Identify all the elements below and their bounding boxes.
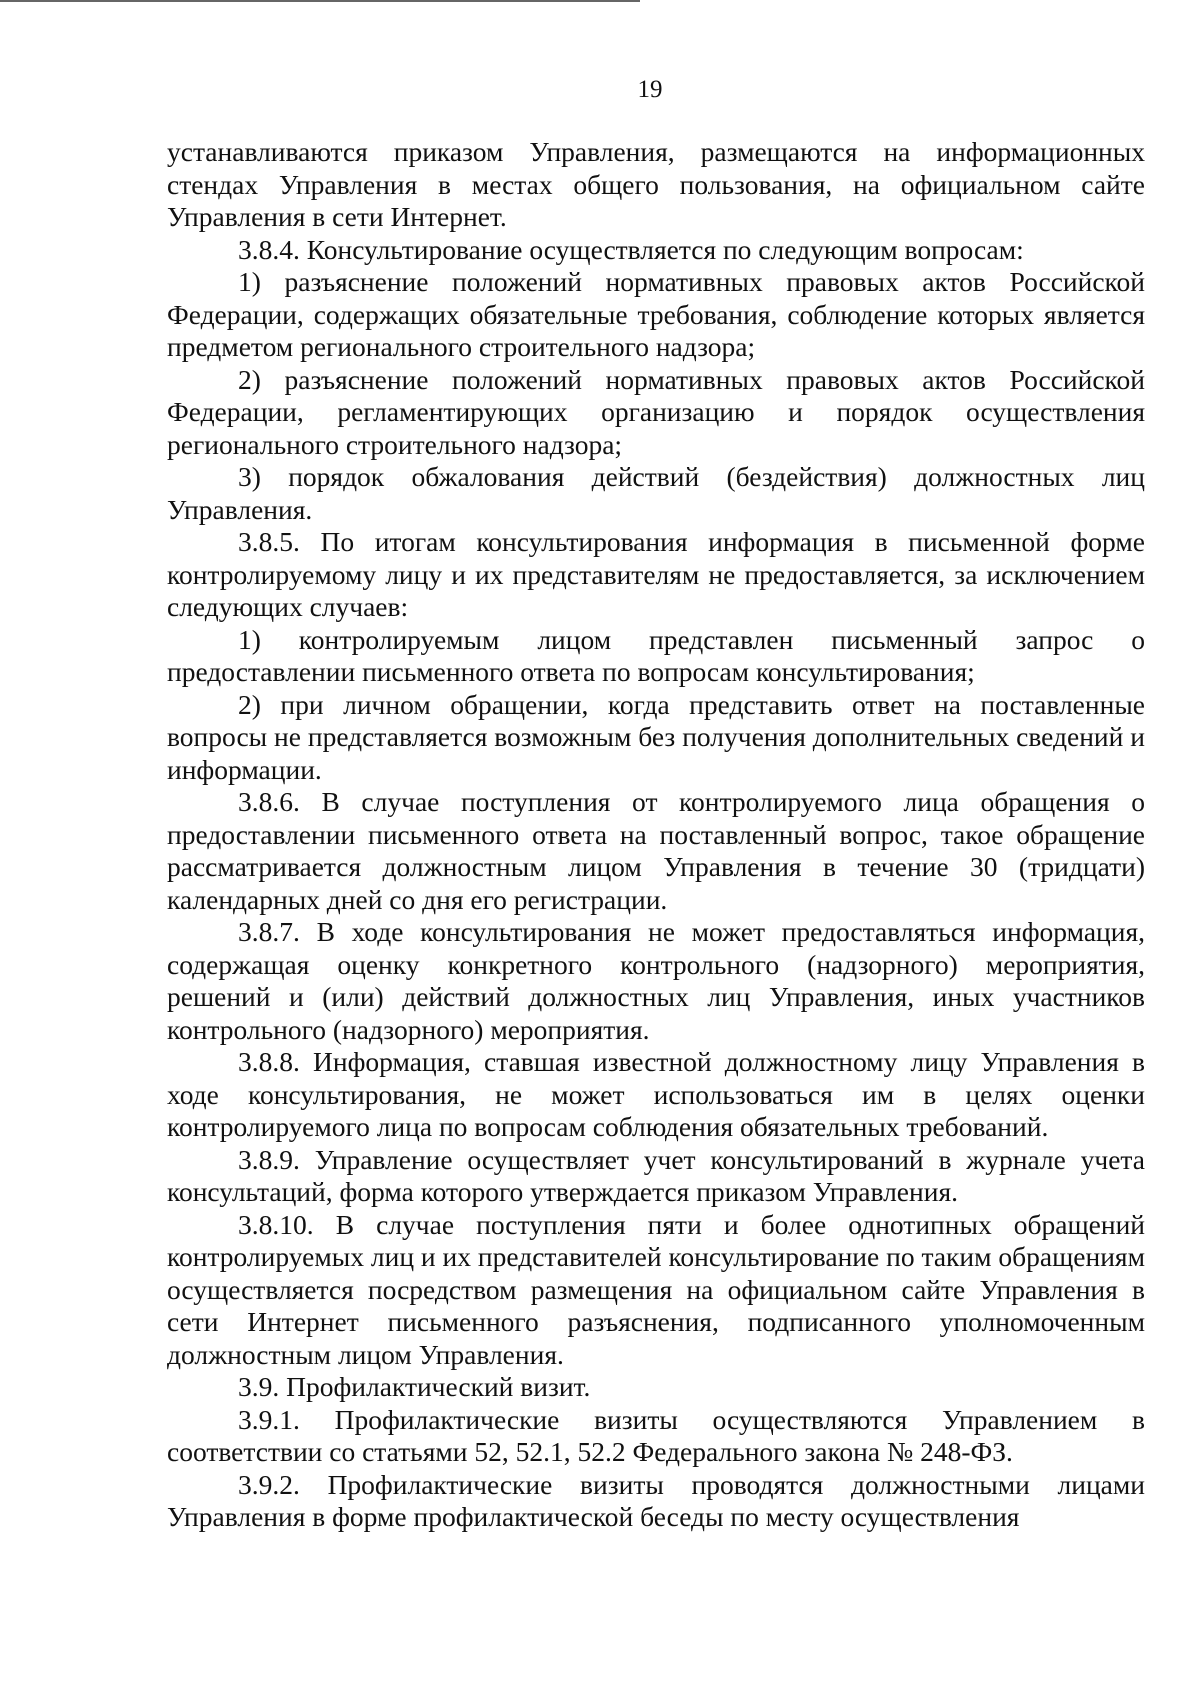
paragraph-3-8-5-item-2: 2) при личном обращении, когда представить ответ на поставленные вопросы не представляется возможным без получения дополнительных сведений и информации. <box>167 688 1145 785</box>
paragraph-3-8-10: 3.8.10. В случае поступления пяти и более однотипных обращений контролируемых лиц и их представителей консультирование по таким обращениям осуществляется посредством размещения на официальном сайте Управления в сети Интернет письменного разъяснения, подписанного уполномоченным должностным лицом Управления. <box>167 1208 1145 1370</box>
document-body <box>167 136 1145 1534</box>
paragraph-3-8-6: 3.8.6. В случае поступления от контролируемого лица обращения о предоставлении письменного ответа на поставленный вопрос, такое обращение рассматривается должностным лицом Управления в течение 30 (тридцати) календарных дней со дня его регистрации. <box>167 786 1145 915</box>
paragraph-3-8-4-item-2: 2) разъяснение положений нормативных правовых актов Российской Федерации, регламентирующих организацию и порядок осуществления регионального строительного надзора; <box>167 363 1145 460</box>
paragraph-3-8-8: 3.8.8. Информация, ставшая известной должностному лицу Управления в ходе консультирования, не может использоваться им в целях оценки контролируемого лица по вопросам соблюдения обязательных требований. <box>167 1046 1145 1142</box>
paragraph-3-9-1: 3.9.1. Профилактические визиты осуществляются Управлением в соответствии со статьями 52, 52.1, 52.2 Федерального закона № 248-ФЗ. <box>167 1403 1145 1467</box>
page-number: 19 <box>637 76 663 103</box>
paragraph-3-8-4: 3.8.4. Консультирование осуществляется по следующим вопросам: <box>238 233 1024 265</box>
paragraph-3-8-4-item-3: 3) порядок обжалования действий (бездействия) должностных лиц Управления. <box>167 461 1145 525</box>
paragraph-3-8-9: 3.8.9. Управление осуществляет учет консультирований в журнале учета консультаций, форма которого утверждается приказом Управления. <box>167 1143 1145 1207</box>
paragraph-3-8-5: 3.8.5. По итогам консультирования информация в письменной форме контролируемому лицу и их представителям не предоставляется, за исключением следующих случаев: <box>167 526 1145 622</box>
paragraph-3-8-5-item-1: 1) контролируемым лицом представлен письменный запрос о предоставлении письменного ответа по вопросам консультирования; <box>167 623 1145 687</box>
paragraph-continuation: устанавливаются приказом Управления, размещаются на информационных стендах Управления в местах общего пользования, на официальном сайте Управления в сети Интернет. <box>167 136 1145 232</box>
paragraph-3-8-4-item-1: 1) разъяснение положений нормативных правовых актов Российской Федерации, содержащих обязательные требования, соблюдение которых является предметом регионального строительного надзора; <box>167 266 1145 362</box>
paragraph-3-9-2: 3.9.2. Профилактические визиты проводятся должностными лицами Управления в форме профилактической беседы по месту осуществления <box>167 1468 1145 1532</box>
paragraph-3-9-heading: 3.9. Профилактический визит. <box>238 1371 591 1402</box>
scan-edge-line <box>0 0 640 2</box>
paragraph-3-8-7: 3.8.7. В ходе консультирования не может предоставляться информация, содержащая оценку конкретного контрольного (надзорного) мероприятия, решений и (или) действий должностных лиц Управления, иных участников контрольного (надзорного) мероприятия. <box>167 916 1145 1045</box>
